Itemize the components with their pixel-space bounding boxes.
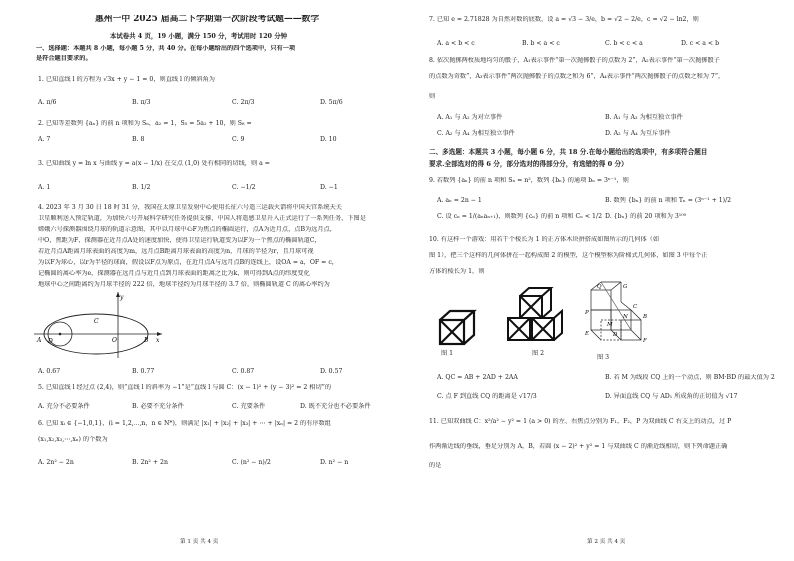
label-d: D: [48, 338, 53, 345]
q4-line-4: 中O，焦距为F，探测器在近月点A处的速度加快，使得卫星运行轨道变为以F为一个焦点的椭圆轨道C，: [38, 237, 321, 244]
q5-option-b[interactable]: B. 必要不充分条件: [132, 403, 184, 410]
q3-option-c[interactable]: C. −1/2: [232, 184, 256, 191]
exam-title: 惠州一中 2025 届高二下学期第一次阶段考试题——数学: [95, 15, 320, 24]
q2-option-c[interactable]: C. 9: [232, 136, 245, 143]
q4-line-6: 为以F为球心，以r为半径的球面，假设以F点为原点，在近月点A与远月点B的连线上，设OA = a，OF = c，: [38, 259, 338, 266]
q10-option-c[interactable]: C. 点 F 到直线 CQ 的距离是 √17/3: [437, 393, 537, 400]
cube-label-p: P: [585, 310, 589, 316]
orbit-figure: [34, 290, 164, 360]
section2-heading: 二、多选题：本题共 3 小题，每小题 6 分，共 18 分.在每小题给出的选项中，有多项符合题目: [429, 148, 708, 156]
q6-option-d[interactable]: D. n² − n: [320, 459, 349, 466]
q3-option-d[interactable]: D. −1: [320, 184, 338, 191]
q3-stem: 3. 已知曲线 y = ln x 与曲线 y = a(x − 1/x) 在交点 (1,0) 处有相同的切线，则 a =: [38, 160, 270, 167]
q3-option-a[interactable]: A. 1: [38, 184, 51, 191]
q4-option-a[interactable]: A. 0.67: [38, 368, 61, 375]
q8-option-a[interactable]: A. A₁ 与 A₂ 为对立事件: [437, 114, 503, 121]
label-c: C: [94, 318, 99, 325]
q2-option-b[interactable]: B. 8: [132, 136, 145, 143]
q10-stem: 10. 有这样一个游戏：用若干个棱长为 1 的正方体木块拼搭成如图所示的几何体（如: [429, 236, 660, 243]
q7-option-c[interactable]: C. b < c < a: [605, 40, 643, 47]
section2-heading-cont: 要求.全部选对的得 6 分，部分选对的得部分分，有选错的得 0 分）: [429, 160, 628, 168]
q10-option-a[interactable]: A. QC = AB + 2AD + 2AA: [437, 374, 518, 381]
q6-option-c[interactable]: C. (n² − n)/2: [232, 459, 271, 466]
cube-label-e: E: [585, 331, 590, 337]
q6-option-b[interactable]: B. 2n² + 2n: [132, 459, 168, 466]
page-right: [397, 0, 794, 561]
q4-option-c[interactable]: C. 0.87: [232, 368, 255, 375]
q8-option-d[interactable]: D. A₂ 与 A₄ 为互斥事件: [605, 130, 671, 137]
q6-option-a[interactable]: A. 2n² − 2n: [38, 459, 74, 466]
q9-option-b[interactable]: B. 数列 {bₙ} 的前 n 项和 Tₙ = (3ⁿ⁻¹ + 1)/2: [605, 197, 732, 204]
q7-option-b[interactable]: B. b < a < c: [522, 40, 560, 47]
q9-option-d[interactable]: D. {bₙ} 的前 20 项和为 3¹⁰⁰: [605, 213, 687, 220]
q7-option-d[interactable]: D. c < a < b: [681, 40, 720, 47]
label-x: x: [156, 337, 160, 344]
exam-subtitle: 本试卷共 4 页，19 小题，满分 150 分，考试用时 120 分钟: [110, 32, 288, 40]
focus-point: [59, 333, 62, 336]
q4-line-5: 若近月点A距离月球表面的高度为m，远月点B距离月球表面的高度为n，月球的半径为r，且月球可视: [38, 248, 314, 255]
label-a: A: [37, 337, 42, 344]
q8-stem-end: 则: [429, 93, 436, 100]
q1-stem: 1. 已知直线 l 的方程为 √3x + y − 1 = 0，则直线 l 的倾斜角为: [38, 76, 215, 83]
q4-line-7: 记椭圆的离心率为e，探测器在远月点与近月点到月球表面的距离之比为k，则可得到A点的纬度变化: [38, 270, 310, 277]
q10-stem-cont: 图 1），把三个这样的几何体拼在一起构成图 2 的模型，这个模型称为阶梯式几何体，如图 3 中每个正: [429, 252, 708, 259]
q9-stem: 9. 若数列 {aₙ} 的前 n 项和 Sₙ = n²，数列 {bₙ} 的通项 bₙ = 3ⁿ⁻¹，则: [429, 177, 629, 184]
q6-stem: 6. 已知 xᵢ ∈ {−1,0,1}，(i = 1,2,⋯,n，n ∈ N*)，则满足 |x₁| + |x₂| + |x₃| + ⋯ + |xₙ| = 2 的有序数组: [38, 420, 331, 427]
q5-option-d[interactable]: D. 既不充分也不必要条件: [300, 403, 371, 410]
q10-option-b[interactable]: B. 若 M 为线段 CQ 上的一个动点，则 BM·BD 的最大值为 2: [605, 374, 775, 381]
q5-option-c[interactable]: C. 充要条件: [232, 403, 266, 410]
label-o: O: [112, 337, 117, 344]
q8-stem-cont: 的点数为奇数”，A₃表示事件“两次抛掷骰子的点数之和为 6”，A₄表示事件“两次抛掷骰子的点数之和为 7”，: [429, 73, 725, 80]
label-y: y: [120, 294, 124, 301]
section1-heading: 一、选择题：本题共 8 小题，每小题 5 分，共 40 分。在每小题给出的四个选项中，只有一项: [36, 45, 296, 52]
page-footer-left: 第 1 页 共 4 页: [180, 539, 219, 545]
figure-1-cube: [437, 308, 477, 346]
q11-stem: 11. 已知双曲线 C：x²/a² − y² = 1 (a > 0) 的左、右焦点分别为 F₁，F₂，P 为双曲线 C 右支上的动点，过 P: [429, 418, 732, 425]
q4-option-d[interactable]: D. 0.57: [320, 368, 343, 375]
figure-3-lattice: [577, 280, 657, 352]
q9-option-c[interactable]: C. 设 cₙ = 1/(aₙaₙ₊₁)，则数列 {cₙ} 的前 n 项和 Cₙ < 1/2: [437, 213, 602, 220]
q2-stem: 2. 已知等差数列 {aₙ} 的前 n 项和为 Sₙ，a₂ = 1，S₅ = 5a₂ + 10，则 S₈ =: [38, 120, 252, 127]
q5-stem: 5. 已知直线 l 经过点 (2,4)，则“直线 l 的斜率为 −1”是“直线 l 与圆 C：(x − 1)² + (y − 3)² = 2 相切”的: [38, 384, 332, 391]
q2-option-d[interactable]: D. 10: [320, 136, 337, 143]
figure-3-label: 图 3: [597, 354, 610, 361]
section1-heading-cont: 是符合题目要求的。: [36, 55, 92, 62]
q7-stem: 7. 已知 e ≈ 2.71828 为自然对数的底数，设 a = √3 − 3/e，b = √2 − 2/e，c = √2 − ln2，则: [429, 16, 699, 23]
q4-line-8: 地球中心之间距离约为月球半径的 222 倍，地球半径约为月球半径的 3.7 倍，则椭圆轨道 C 的离心率约为: [38, 281, 330, 288]
cube-label-c: C: [633, 304, 638, 310]
cube-label-b: B: [643, 314, 648, 320]
q1-option-c[interactable]: C. 2π/3: [232, 99, 255, 106]
q4-line-1: 4. 2023 年 3 月 30 日 18 时 31 分，我国在太原卫星发射中心使用长征六号遥三运载火箭将中国天宫系统天关: [38, 204, 342, 211]
label-b: B: [144, 337, 149, 344]
q10-option-d[interactable]: D. 异面直线 CQ 与 AD₁ 所成角的正切值为 √17: [605, 393, 738, 400]
q8-stem: 8. 依次抛掷两枚质地均匀的骰子，A₁表示事件“第一次抛掷骰子的点数为 2”，A₂表示事件“第一次抛掷骰子: [429, 57, 720, 64]
cube-label-n: N: [623, 314, 628, 320]
q4-option-b[interactable]: B. 0.77: [132, 368, 155, 375]
q8-option-c[interactable]: C. A₂ 与 A₄ 为相互独立事件: [437, 130, 515, 137]
figure-2-stack: [505, 284, 565, 348]
q11-stem-end: 的是: [429, 462, 442, 469]
figure-1-label: 图 1: [441, 350, 454, 357]
q1-option-b[interactable]: B. π/3: [132, 99, 151, 106]
q8-option-b[interactable]: B. A₁ 与 A₃ 为相互独立事件: [605, 114, 683, 121]
q3-option-b[interactable]: B. 1/2: [132, 184, 151, 191]
figure-2-label: 图 2: [532, 350, 545, 357]
cube-label-g: G: [623, 284, 628, 290]
q7-option-a[interactable]: A. a < b < c: [437, 40, 475, 47]
cube-label-q: Q: [597, 284, 602, 290]
q4-line-3: 嫦娥六号探测器围绕月球的轨道示意图，其中以月球中心F为焦点的椭圆运行，点A为近月点，点B为远月点，: [38, 226, 336, 233]
q10-stem-end: 方体的棱长为 1，则: [429, 268, 485, 275]
cube-label-d: D: [613, 332, 618, 338]
page-footer-right: 第 2 页 共 4 页: [587, 539, 626, 545]
q1-option-d[interactable]: D. 5π/6: [320, 99, 343, 106]
q11-stem-cont: 作两渐近线的垂线，垂足分别为 A，B，若圆 (x − 2)² + y² = 1 与双曲线 C 的渐近线相切，则下列命题正确: [429, 443, 728, 450]
q5-option-a[interactable]: A. 充分不必要条件: [38, 403, 90, 410]
q9-option-a[interactable]: A. aₙ = 2n − 1: [437, 197, 482, 204]
q1-option-a[interactable]: A. π/6: [38, 99, 57, 106]
cube-label-f: F: [643, 338, 647, 344]
q2-option-a[interactable]: A. 7: [38, 136, 51, 143]
cube-label-m: M: [607, 322, 613, 328]
q4-line-2: 卫星顺利送入预定轨道，为加快六号开展科学研究任务提供支撑，中国人将遥感卫星升入正式运行了一系列任务，下图是: [38, 215, 366, 222]
q6-stem-cont: (x₁,x₂,x₃,⋯,xₙ) 的个数为: [38, 436, 108, 443]
